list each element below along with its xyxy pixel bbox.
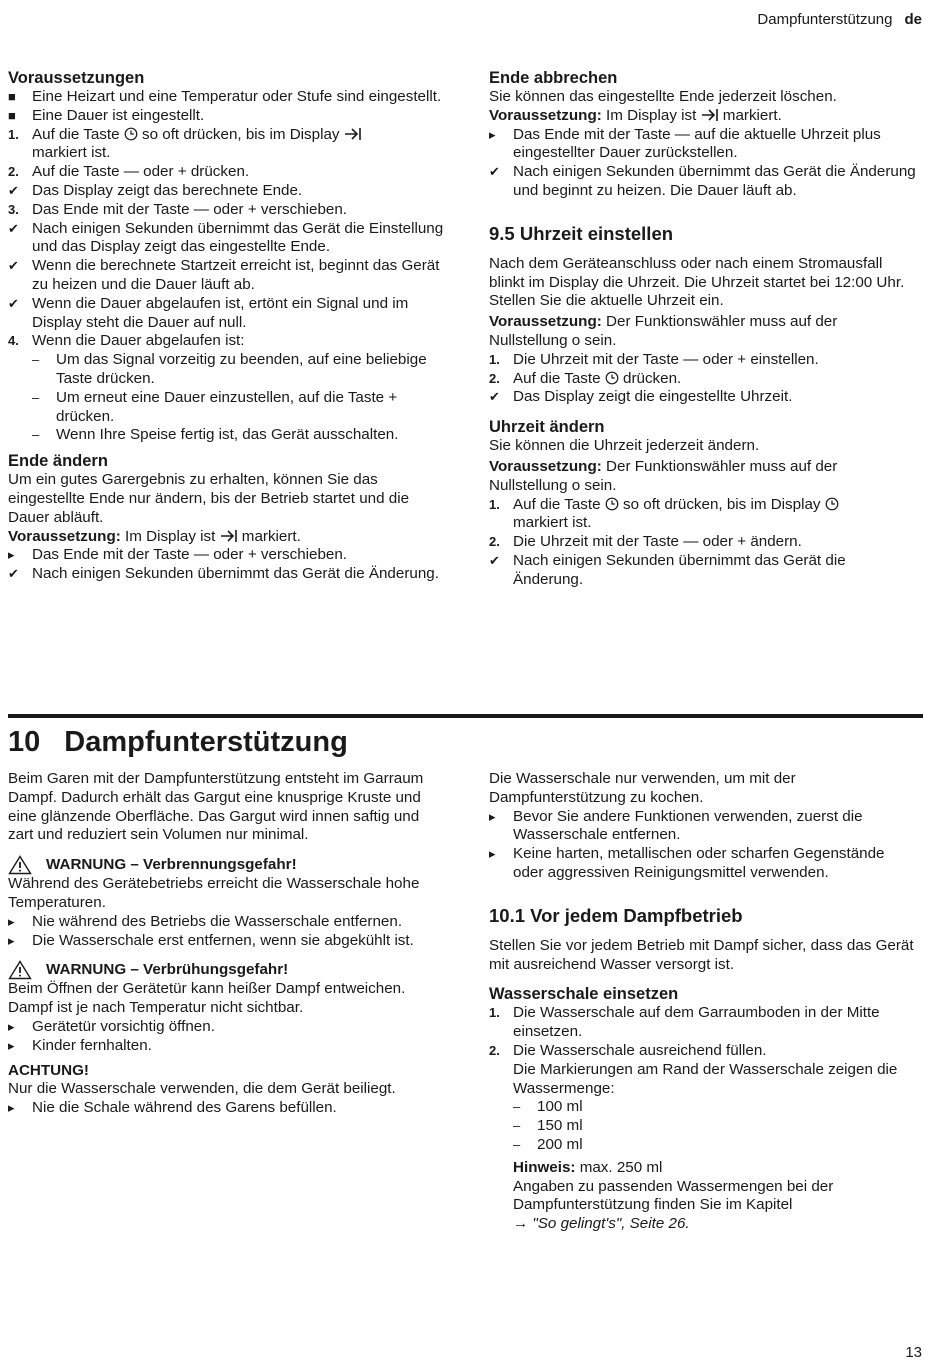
result-item: ✔ Wenn die berechnete Startzeit erreicht ist, beginnt das Gerät zu heizen und die Dauer läuft ab. <box>8 257 440 293</box>
triangle-bullet-icon: ▸ <box>489 808 496 824</box>
triangle-bullet-icon: ▸ <box>489 126 496 142</box>
dash-item: – 200 ml <box>513 1135 583 1153</box>
warning-heading: WARNUNG – Verbrühungsgefahr! <box>8 960 448 980</box>
result-item: ✔ Das Display zeigt die eingestellte Uhrzeit. <box>489 388 793 406</box>
clock-icon <box>124 127 138 141</box>
dash-item: – Um erneut eine Dauer einzustellen, auf die Taste + drücken. <box>32 388 398 425</box>
wasserschale-einsetzen-heading: Wasserschale einsetzen <box>489 985 679 1004</box>
ende-abbrechen-heading: Ende abbrechen <box>489 69 618 87</box>
action-item: ▸ Die Wasserschale erst entfernen, wenn sie abgekühlt ist. <box>8 931 414 949</box>
result-item: ✔ Nach einigen Sekunden übernimmt das Gerät die Änderung. <box>8 565 439 583</box>
check-icon: ✔ <box>489 389 500 405</box>
left-column-top <box>8 68 448 584</box>
result-item: ✔ Nach einigen Sekunden übernimmt das Gerät die Einstellung und das Display zeigt das eingestellte Ende. <box>8 219 444 256</box>
left-column-bottom: Beim Garen mit der Dampfunterstützung entsteht im Garraum Dampf. Dadurch erhält das Gargut eine knusprige Kruste und eine glänzende Oberfläche. Das Gargut wird innen saftig und zart und reduziert sein Volumen nur minimal. WARNUNG – Verbrennungsgefahr! Während des Gerätebetriebs erreicht die Wasserschale hohe Temperaturen. ▸ Nie während des Betriebs die Wasserschale entfernen. ▸ Die Wasserschale erst entfernen, wenn sie abgekühlt ist. WARNUNG – Verbrühungsgefahr! Beim Öffnen der Gerätetür kann heißer Dampf entweichen. Dampf ist je nach Temperatur nicht sichtbar. ▸ Gerätetür vorsichtig öffnen. ▸ Kinder fernhalten. ACHTUNG! Nur die Wasserschale verwenden, die dem Gerät beiliegt. ▸ Nie die Schale während des Garens befüllen. <box>8 770 448 1118</box>
step-item: 2. Die Wasserschale ausreichend füllen. Die Markierungen am Rand der Wasserschale zeigen die Wassermenge: <box>489 1041 898 1097</box>
action-item: ▸ Kinder fernhalten. <box>8 1036 152 1054</box>
clock-icon <box>825 497 839 511</box>
action-item: ▸ Keine harten, metallischen oder scharfen Gegenstände oder aggressiven Reinigungsmittel verwenden. <box>489 845 885 881</box>
result-item: ✔ Das Display zeigt das berechnete Ende. <box>8 181 303 199</box>
chapter-divider <box>8 714 923 718</box>
step-item: 1. Auf die Taste so oft drücken, bis im Display markiert ist. <box>8 126 448 164</box>
action-item: ▸ Das Ende mit der Taste — oder + verschieben. <box>8 546 348 564</box>
result-item: ✔ Nach einigen Sekunden übernimmt das Gerät die Änderung und beginnt zu heizen. Die Dauer läuft ab. <box>489 163 916 199</box>
triangle-bullet-icon: ▸ <box>8 1100 15 1116</box>
check-icon: ✔ <box>8 258 19 274</box>
square-bullet-icon: ■ <box>8 107 16 123</box>
right-column-top: Ende abbrechen Sie können das eingestellte Ende jederzeit löschen. Voraussetzung: Im Display ist markiert. ▸ Das Ende mit der Taste — auf die aktuelle Uhrzeit plus eingestellter Dauer zurückstellen. ✔ Nach einigen Sekunden übernimmt das Gerät die Änderung und beginnt zu heizen. Die Dauer läuft ab. 9.5 Uhrzeit einstellen Nach dem Geräteanschluss oder nach einem Stromausfall blinkt im Display die Uhrzeit. Die Uhrzeit startet bei 12:00 Uhr. Stellen Sie die aktuelle Uhrzeit ein. Voraussetzung: Der Funktionswähler muss auf der Nullstellung o sein. 1. Die Uhrzeit mit der Taste — oder + einstellen. 2. Auf die Taste drücken. ✔ Das Display zeigt die eingestellte Uhrzeit. Uhrzeit ändern Sie können die Uhrzeit jederzeit ändern. Voraussetzung: Der Funktionswähler muss auf der Nullstellung o sein. 1. Auf die Taste so oft drücken, bis im Display markiert ist. 2. Die Uhrzeit mit der Taste — oder + ändern. ✔ Nach einigen Sekunden übernimmt das Gerät die Änderung. <box>489 68 919 590</box>
action-item: ▸ Nie die Schale während des Garens befüllen. <box>8 1099 337 1117</box>
warning-triangle-icon <box>8 960 32 980</box>
triangle-bullet-icon: ▸ <box>8 913 15 929</box>
check-icon: ✔ <box>8 566 19 582</box>
step-item: 2. Auf die Taste drücken. <box>489 369 682 387</box>
ende-aendern-text: Um ein gutes Garergebnis zu erhalten, können Sie das eingestellte Ende nur ändern, bis der Betrieb startet und die Dauer abläuft. <box>8 471 410 526</box>
triangle-bullet-icon: ▸ <box>8 1018 15 1034</box>
ende-aendern-heading: Ende ändern <box>8 452 108 471</box>
header-title: Dampfunterstützung <box>757 11 893 28</box>
step-item: 1. Die Uhrzeit mit der Taste — oder + einstellen. <box>489 350 819 368</box>
section-10-1-heading: 10.1 Vor jedem Dampfbetrieb <box>489 904 743 926</box>
check-icon: ✔ <box>489 552 500 568</box>
check-icon: ✔ <box>8 220 19 236</box>
triangle-bullet-icon: ▸ <box>8 1037 15 1053</box>
triangle-bullet-icon: ▸ <box>8 932 15 948</box>
triangle-bullet-icon: ▸ <box>8 547 15 563</box>
step-item: 1. Die Wasserschale auf dem Garraumboden in der Mitte einsetzen. <box>489 1004 880 1041</box>
voraussetzung-line: Voraussetzung: Im Display ist markiert. <box>8 527 301 545</box>
page-number: 13 <box>905 1344 922 1362</box>
clock-icon <box>605 371 619 385</box>
triangle-bullet-icon: ▸ <box>489 846 496 862</box>
achtung-heading: ACHTUNG! <box>8 1061 89 1079</box>
uhrzeit-aendern-heading: Uhrzeit ändern <box>489 418 605 437</box>
action-item: ▸ Gerätetür vorsichtig öffnen. <box>8 1017 215 1035</box>
header-lang: de <box>904 11 922 28</box>
list-item: ■ Eine Dauer ist eingestellt. <box>8 106 205 124</box>
hinweis-block: Hinweis: max. 250 ml Angaben zu passenden Wassermengen bei der Dampfunterstützung finden Sie im Kapitel → "So gelingt's", Seite 26. <box>513 1158 834 1233</box>
check-icon: ✔ <box>8 182 19 198</box>
section-9-5-heading: 9.5 Uhrzeit einstellen <box>489 222 674 244</box>
action-item: ▸ Nie während des Betriebs die Wasserschale entfernen. <box>8 912 403 930</box>
end-arrow-icon <box>220 529 238 543</box>
cross-reference-link[interactable]: → "So gelingt's", Seite 26. <box>513 1215 690 1233</box>
dash-item: – 100 ml <box>513 1098 583 1116</box>
step-item: 3. Das Ende mit der Taste — oder + verschieben. <box>8 200 348 218</box>
clock-icon <box>605 497 619 511</box>
check-icon: ✔ <box>8 295 19 311</box>
end-arrow-icon <box>344 127 362 141</box>
result-item: ✔ Nach einigen Sekunden übernimmt das Gerät die Änderung. <box>489 551 846 588</box>
page-header <box>757 11 922 30</box>
end-arrow-icon <box>701 108 719 122</box>
result-item: ✔ Wenn die Dauer abgelaufen ist, ertönt ein Signal und im Display steht die Dauer auf null. <box>8 294 409 331</box>
chapter-intro: Beim Garen mit der Dampfunterstützung entsteht im Garraum Dampf. Dadurch erhält das Gargut eine knusprige Kruste und eine glänzende Oberfläche. Das Gargut wird innen saftig und zart und reduziert sein Volumen nur minimal. <box>8 770 424 844</box>
square-bullet-icon: ■ <box>8 89 16 104</box>
right-column-bottom: Die Wasserschale nur verwenden, um mit der Dampfunterstützung zu kochen. ▸ Bevor Sie andere Funktionen verwenden, zuerst die Wasserschale entfernen. ▸ Keine harten, metallischen oder scharfen Gegenstände oder aggressiven Reinigungsmittel verwenden. 10.1 Vor jedem Dampfbetrieb Stellen Sie vor jedem Betrieb mit Dampf sicher, dass das Gerät mit ausreichend Wasser versorgt ist. Wasserschale einsetzen 1. Die Wasserschale auf dem Garraumboden in der Mitte einsetzen. 2. Die Wasserschale ausreichend füllen. Die Markierungen am Rand der Wasserschale zeigen die Wassermenge: – 100 ml – 150 ml – 200 ml Hinweis: max. 250 ml Angaben zu passenden Wassermengen bei der Dampfunterstützung finden Sie im Kapitel → "So gelingt's", Seite 26. <box>489 770 919 1234</box>
check-icon: ✔ <box>489 164 500 180</box>
step-item: 2. Die Uhrzeit mit der Taste — oder + ändern. <box>489 533 802 551</box>
step-item: 4. Wenn die Dauer abgelaufen ist: <box>8 332 245 350</box>
action-item: ▸ Bevor Sie andere Funktionen verwenden, zuerst die Wasserschale entfernen. <box>489 807 863 844</box>
voraussetzung-line: Voraussetzung: Im Display ist markiert. <box>489 106 782 124</box>
action-item: ▸ Das Ende mit der Taste — auf die aktuelle Uhrzeit plus eingestellter Dauer zurückstellen. <box>489 125 881 162</box>
chapter-title: 10 Dampfunterstützung <box>8 726 348 758</box>
warning-heading: WARNUNG – Verbrennungsgefahr! <box>8 855 448 875</box>
list-item: ■ Eine Heizart und eine Temperatur oder Stufe sind eingestellt. <box>8 88 442 105</box>
dash-item: – Wenn Ihre Speise fertig ist, das Gerät ausschalten. <box>32 426 399 444</box>
step-item: 2. Auf die Taste — oder + drücken. <box>8 163 250 181</box>
voraussetzungen-heading: Voraussetzungen <box>8 69 145 87</box>
warning-triangle-icon <box>8 855 32 875</box>
step-item: 1. Auf die Taste so oft drücken, bis im Display markiert ist. <box>489 496 919 534</box>
dash-item: – Um das Signal vorzeitig zu beenden, auf eine beliebige Taste drücken. <box>32 351 427 387</box>
dash-item: – 150 ml <box>513 1117 583 1135</box>
